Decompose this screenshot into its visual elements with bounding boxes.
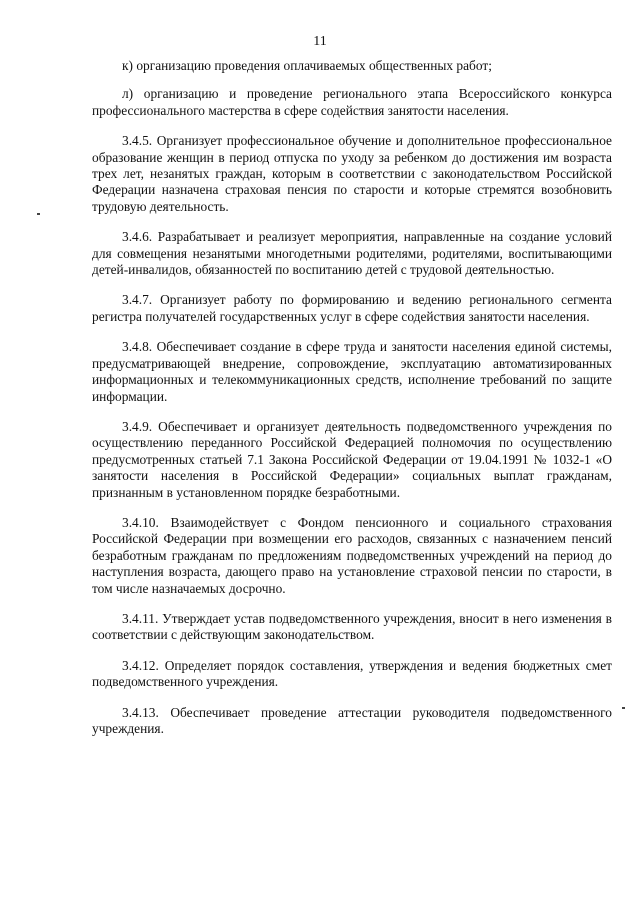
paragraph-k: к) организацию проведения оплачиваемых общественных работ; [122,58,492,73]
scan-speck-right [622,707,625,709]
scan-speck-left [37,213,40,215]
paragraph-3-4-9: 3.4.9. Обеспечивает и организует деятельность подведомственного учреждения по осуществлению переданного Российской Федерацией полномочия по осуществлению предусмотренных статьей 7.1 Закона Российской Федерации от 19.04.1991 № 1032-1 «О занятости населения в Российской Федерации» социальных выплат гражданам, признанным в установленном порядке безработными. [92,418,612,500]
paragraph-3-4-13: 3.4.13. Обеспечивает проведение аттестации руководителя подведомственного учреждения. [92,704,612,736]
page-number: 11 [313,34,327,49]
paragraph-3-4-10: 3.4.10. Взаимодействует с Фондом пенсионного и социального страхования Российской Федерации при возмещении его расходов, связанных с назначением пенсий безработным гражданам по предложениям подведомственных учреждений на период до наступления возраста, дающего право на установление страховой пенсии по старости, в том числе назначаемых досрочно. [92,514,612,596]
paragraph-l: л) организацию и проведение регионального этапа Всероссийского конкурса профессионального мастерства в сфере содействия занятости населения. [92,86,612,118]
paragraph-3-4-6: 3.4.6. Разрабатывает и реализует мероприятия, направленные на создание условий для совмещения незанятыми многодетными родителями, родителями, воспитывающими детей-инвалидов, обязанностей по воспитанию детей с трудовой деятельностью. [92,229,612,278]
paragraph-3-4-7: 3.4.7. Организует работу по формированию и ведению регионального сегмента регистра получателей государственных услуг в сфере содействия занятости населения. [92,292,612,324]
paragraph-3-4-5: 3.4.5. Организует профессиональное обучение и дополнительное профессиональное образование женщин в период отпуска по уходу за ребенком до достижения им возраста трех лет, незанятых граждан, которым в соответствии с законодательством Российской Федерации назначена страховая пенсия по старости и которые стремятся возобновить трудовую деятельность. [92,133,612,214]
paragraph-3-4-8: 3.4.8. Обеспечивает создание в сфере труда и занятости населения единой системы, предусматривающей внедрение, сопровождение, эксплуатацию автоматизированных информационных и телекоммуникационных средств, исполнение требований по защите информации. [92,339,612,404]
paragraph-3-4-12: 3.4.12. Определяет порядок составления, утверждения и ведения бюджетных смет подведомственного учреждения. [92,657,612,690]
document-body [92,58,612,751]
paragraph-3-4-11: 3.4.11. Утверждает устав подведомственного учреждения, вносит в него изменения в соответствии с действующим законодательством. [92,610,612,643]
